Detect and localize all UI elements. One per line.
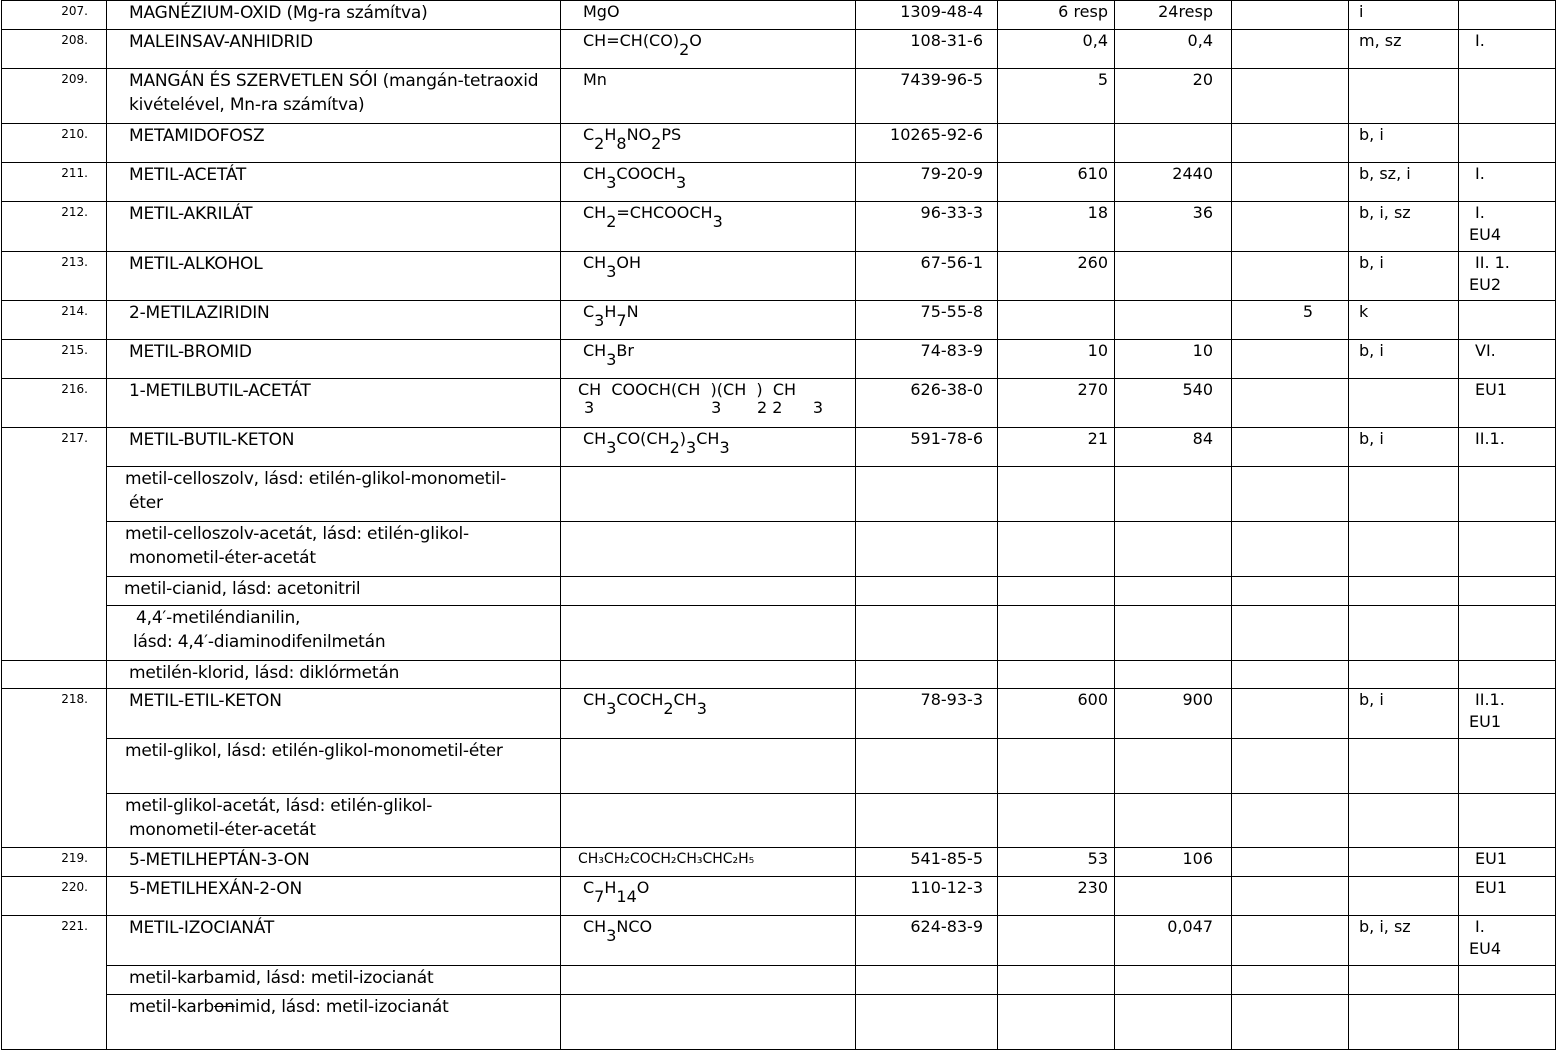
cross-reference: metil-karbamid, lásd: metil-izocianát: [107, 966, 561, 995]
characteristics: k: [1349, 301, 1459, 340]
limit-value-3: [1232, 340, 1349, 379]
characteristics: b, i, sz: [1349, 202, 1459, 252]
limit-value-2: 84: [1115, 428, 1232, 467]
formula: $CH_3COOCH_3$: [561, 163, 856, 202]
table-row: [2, 163, 1556, 202]
note: I.: [1459, 163, 1556, 202]
row-number: 209.: [2, 69, 107, 124]
substance-name: METIL-AKRILÁT: [107, 202, 561, 252]
limit-value-1: 610: [998, 163, 1115, 202]
formula: $C_3H_7N$: [561, 301, 856, 340]
substance-name: METAMIDOFOSZ: [107, 124, 561, 163]
cas-number: 624-83-9: [856, 916, 998, 966]
note: II.1. EU1: [1459, 689, 1556, 739]
cross-reference: metil-celloszolv-acetát, lásd: etilén-glikol-monometil-éter-acetát: [107, 522, 561, 577]
characteristics: [1349, 379, 1459, 428]
limit-value-1: [998, 916, 1115, 966]
characteristics: [1349, 877, 1459, 916]
limit-value-3: [1232, 379, 1349, 428]
table-row: [2, 340, 1556, 379]
row-number: 217.: [2, 428, 107, 661]
cas-number: 67-56-1: [856, 252, 998, 301]
formula: $C_7H_{14}O$: [561, 877, 856, 916]
row-number: 212.: [2, 202, 107, 252]
formula: $C_2H_8NO_2PS$: [561, 124, 856, 163]
note: [1459, 69, 1556, 124]
characteristics: b, i: [1349, 252, 1459, 301]
table-row: [2, 379, 1556, 428]
formula: CH COOCH(CH )(CH ) CH 3 3 2 2 3: [561, 379, 856, 428]
row-number: 215.: [2, 340, 107, 379]
characteristics: b, i: [1349, 340, 1459, 379]
limit-value-3: [1232, 428, 1349, 467]
characteristics: m, sz: [1349, 30, 1459, 69]
characteristics: [1349, 69, 1459, 124]
formula: $CH_3CO(CH_2)_3CH_3$: [561, 428, 856, 467]
table-row: [2, 252, 1556, 301]
characteristics: b, i: [1349, 124, 1459, 163]
row-number: 219.: [2, 848, 107, 877]
cross-reference: metil-cianid, lásd: acetonitril: [107, 577, 561, 606]
row-number: 213.: [2, 252, 107, 301]
limit-value-1: 6 resp: [998, 1, 1115, 30]
limit-value-2: 540: [1115, 379, 1232, 428]
formula: $CH=CH(CO)_2O$: [561, 30, 856, 69]
characteristics: b, i, sz: [1349, 916, 1459, 966]
substance-name: MANGÁN ÉS SZERVETLEN SÓI (mangán-tetraoxid kivételével, Mn-ra számítva): [107, 69, 561, 124]
row-number: 218.: [2, 689, 107, 848]
table-row: [2, 916, 1556, 966]
cross-reference: metil-celloszolv, lásd: etilén-glikol-monometil-éter: [107, 467, 561, 522]
substance-name: MAGNÉZIUM-OXID (Mg-ra számítva): [107, 1, 561, 30]
limit-value-3: [1232, 202, 1349, 252]
limit-value-2: 2440: [1115, 163, 1232, 202]
substance-name: METIL-ALKOHOL: [107, 252, 561, 301]
limit-value-2: [1115, 124, 1232, 163]
substance-name: 1-METILBUTIL-ACETÁT: [107, 379, 561, 428]
limit-value-2: 36: [1115, 202, 1232, 252]
row-number: 216.: [2, 379, 107, 428]
limit-value-2: [1115, 252, 1232, 301]
table-row: [2, 467, 1556, 522]
cross-reference: metil-glikol-acetát, lásd: etilén-glikol-monometil-éter-acetát: [107, 794, 561, 848]
characteristics: [1349, 848, 1459, 877]
formula: $CH_3COCH_2CH_3$: [561, 689, 856, 739]
formula: MgO: [561, 1, 856, 30]
note: [1459, 124, 1556, 163]
limit-value-3: 5: [1232, 301, 1349, 340]
cas-number: 7439-96-5: [856, 69, 998, 124]
cas-number: 108-31-6: [856, 30, 998, 69]
formula: $CH_3OH$: [561, 252, 856, 301]
note: II.1.: [1459, 428, 1556, 467]
limit-value-1: [998, 301, 1115, 340]
table-row: [2, 877, 1556, 916]
formula: CH₃CH₂COCH₂CH₃CHC₂H₅: [561, 848, 856, 877]
substance-name: METIL-ACETÁT: [107, 163, 561, 202]
limit-value-2: 20: [1115, 69, 1232, 124]
formula: $CH_3Br$: [561, 340, 856, 379]
limit-value-3: [1232, 877, 1349, 916]
note: II. 1. EU2: [1459, 252, 1556, 301]
limit-value-1: [998, 124, 1115, 163]
note: [1459, 301, 1556, 340]
limit-value-3: [1232, 1, 1349, 30]
table-row: [2, 301, 1556, 340]
substance-name: MALEINSAV-ANHIDRID: [107, 30, 561, 69]
cas-number: 10265-92-6: [856, 124, 998, 163]
row-number: 210.: [2, 124, 107, 163]
limit-value-1: 21: [998, 428, 1115, 467]
limit-value-3: [1232, 163, 1349, 202]
limit-value-2: [1115, 301, 1232, 340]
limit-value-2: 900: [1115, 689, 1232, 739]
cas-number: 591-78-6: [856, 428, 998, 467]
substance-name: METIL-BUTIL-KETON: [107, 428, 561, 467]
table-row: [2, 606, 1556, 661]
cross-reference: metil-glikol, lásd: etilén-glikol-monometil-éter: [107, 739, 561, 794]
table-row: [2, 30, 1556, 69]
row-number: 211.: [2, 163, 107, 202]
characteristics: b, i: [1349, 689, 1459, 739]
limit-value-1: 270: [998, 379, 1115, 428]
table-row: [2, 428, 1556, 467]
note: VI.: [1459, 340, 1556, 379]
substance-name: 2-METILAZIRIDIN: [107, 301, 561, 340]
characteristics: i: [1349, 1, 1459, 30]
limit-value-3: [1232, 69, 1349, 124]
table-row: [2, 69, 1556, 124]
limit-value-1: 5: [998, 69, 1115, 124]
row-number: 208.: [2, 30, 107, 69]
limit-value-1: 0,4: [998, 30, 1115, 69]
table-row: [2, 124, 1556, 163]
table-row: [2, 689, 1556, 739]
substance-name: METIL-BROMID: [107, 340, 561, 379]
formula: $CH_3NCO$: [561, 916, 856, 966]
note: I. EU4: [1459, 916, 1556, 966]
limit-value-3: [1232, 124, 1349, 163]
characteristics: b, i: [1349, 428, 1459, 467]
cas-number: 96-33-3: [856, 202, 998, 252]
limit-value-3: [1232, 30, 1349, 69]
table-row: [2, 1, 1556, 30]
cas-number: 78-93-3: [856, 689, 998, 739]
formula: Mn: [561, 69, 856, 124]
note: EU1: [1459, 877, 1556, 916]
table-row: [2, 202, 1556, 252]
limit-value-1: 10: [998, 340, 1115, 379]
cas-number: 541-85-5: [856, 848, 998, 877]
limit-value-3: [1232, 916, 1349, 966]
limit-value-3: [1232, 252, 1349, 301]
row-number: 207.: [2, 1, 107, 30]
note: EU1: [1459, 848, 1556, 877]
cas-number: 75-55-8: [856, 301, 998, 340]
note: I.: [1459, 30, 1556, 69]
table-row: [2, 995, 1556, 1050]
note: [1459, 1, 1556, 30]
row-number: 220.: [2, 877, 107, 916]
limit-value-1: 18: [998, 202, 1115, 252]
limit-value-3: [1232, 848, 1349, 877]
limit-value-1: 260: [998, 252, 1115, 301]
row-number: 221.: [2, 916, 107, 1050]
limit-value-1: 53: [998, 848, 1115, 877]
cas-number: 1309-48-4: [856, 1, 998, 30]
table-row: [2, 966, 1556, 995]
cross-reference: 4,4′-metiléndianilin, lásd: 4,4′-diaminodifenilmetán: [107, 606, 561, 661]
cas-number: 110-12-3: [856, 877, 998, 916]
formula: $CH_2=CHCOOCH_3$: [561, 202, 856, 252]
limit-value-3: [1232, 689, 1349, 739]
substance-name: 5-METILHEXÁN-2-ON: [107, 877, 561, 916]
limit-value-2: 24resp: [1115, 1, 1232, 30]
substance-table: [1, 0, 1556, 1050]
table-row: [2, 739, 1556, 794]
table-row: [2, 848, 1556, 877]
table-row: [2, 794, 1556, 848]
limit-value-2: 10: [1115, 340, 1232, 379]
limit-value-2: [1115, 877, 1232, 916]
table-row: [2, 522, 1556, 577]
substance-name: 5-METILHEPTÁN-3-ON: [107, 848, 561, 877]
cross-reference: metil-karbonimid, lásd: metil-izocianát: [107, 995, 561, 1050]
note: EU1: [1459, 379, 1556, 428]
limit-value-2: 0,4: [1115, 30, 1232, 69]
table-row: [2, 661, 1556, 689]
cross-reference: metilén-klorid, lásd: diklórmetán: [107, 661, 561, 689]
substance-name: METIL-IZOCIANÁT: [107, 916, 561, 966]
note: I. EU4: [1459, 202, 1556, 252]
characteristics: b, sz, i: [1349, 163, 1459, 202]
limit-value-2: 0,047: [1115, 916, 1232, 966]
cas-number: 626-38-0: [856, 379, 998, 428]
row-number: 214.: [2, 301, 107, 340]
cas-number: 74-83-9: [856, 340, 998, 379]
limit-value-1: 230: [998, 877, 1115, 916]
cas-number: 79-20-9: [856, 163, 998, 202]
limit-value-2: 106: [1115, 848, 1232, 877]
substance-name: METIL-ETIL-KETON: [107, 689, 561, 739]
table-row: [2, 577, 1556, 606]
limit-value-1: 600: [998, 689, 1115, 739]
